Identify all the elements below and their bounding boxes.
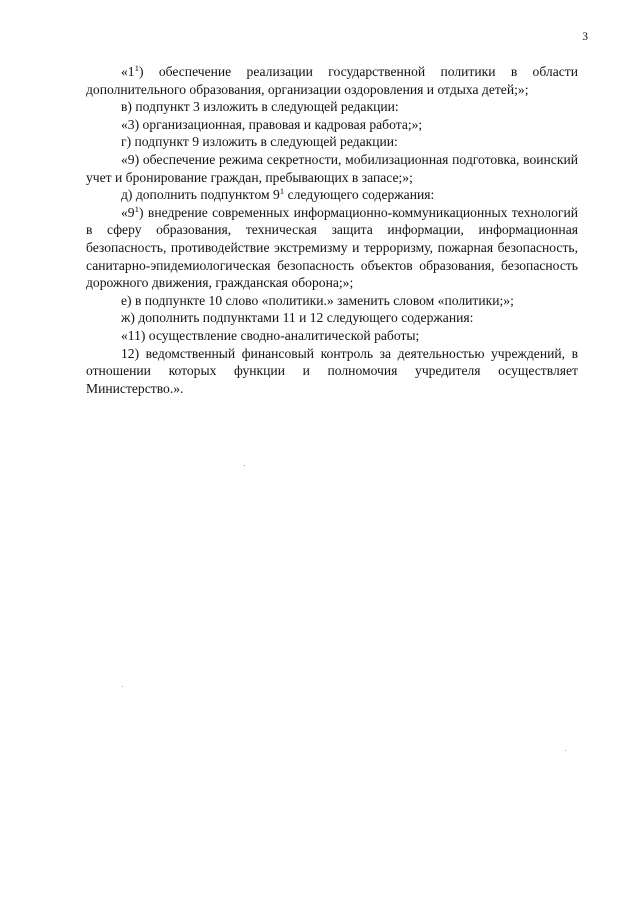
- paragraph-text: е) в подпункте 10 слово «политики.» заменить словом «политики;»;: [121, 292, 514, 308]
- paragraph-text: 12) ведомственный финансовый контроль за деятельностью учреждений, в отношении которых функции и полномочия учредителя осуществляет Министерство.».: [86, 345, 578, 396]
- paragraph-item-3: [86, 116, 578, 134]
- paragraph-item-1-1: [86, 63, 578, 98]
- superscript: 1: [134, 203, 140, 214]
- paragraph-item-11: [86, 327, 578, 345]
- paragraph-item-9: [86, 151, 578, 186]
- paragraph-text: в) подпункт 3 изложить в следующей редакции:: [121, 99, 399, 115]
- paragraph-text: «1: [121, 64, 135, 79]
- paragraph-item-zh: [86, 309, 578, 327]
- paragraph-item-9-1: [86, 204, 578, 292]
- paragraph-text-cont: следующего содержания:: [284, 187, 435, 203]
- scan-speck: [565, 750, 566, 751]
- paragraph-item-g: [86, 133, 578, 151]
- paragraph-text-cont: ) обеспечение реализации государственной политики в области дополнительного образования, организации оздоровления и отдыха детей;»;: [86, 64, 578, 97]
- paragraph-item-12: [86, 345, 578, 398]
- paragraph-item-e: [86, 292, 578, 310]
- paragraph-text: г) подпункт 9 изложить в следующей редакции:: [121, 134, 398, 150]
- paragraph-text: «3) организационная, правовая и кадровая работа;»;: [121, 116, 423, 132]
- superscript: 1: [279, 186, 285, 197]
- scan-speck: [122, 686, 123, 687]
- paragraph-text: д) дополнить подпунктом 9: [121, 187, 280, 203]
- paragraph-text: ж) дополнить подпунктами 11 и 12 следующего содержания:: [121, 310, 474, 326]
- paragraph-text-cont: ) внедрение современных информационно-коммуникационных технологий в сферу образования, техническая защита информации, информационная безопасность, противодействие экстремизму и терроризму, пожарная безопасность, санитарно-эпидемиологическая безопасность объектов образования, безопасность дорожного движения, гражданская оборона;»;: [86, 204, 578, 291]
- paragraph-item-d: [86, 186, 578, 204]
- scan-speck: [244, 465, 245, 466]
- paragraph-item-v: [86, 98, 578, 116]
- paragraph-text: «9) обеспечение режима секретности, мобилизационная подготовка, воинский учет и бронирование граждан, пребывающих в запасе;»;: [86, 151, 578, 185]
- paragraph-text: «9: [121, 204, 135, 220]
- paragraph-text: «11) осуществление сводно-аналитической работы;: [121, 327, 420, 343]
- page-number: 3: [582, 31, 588, 43]
- document-body: [86, 63, 578, 397]
- superscript: 1: [134, 63, 140, 74]
